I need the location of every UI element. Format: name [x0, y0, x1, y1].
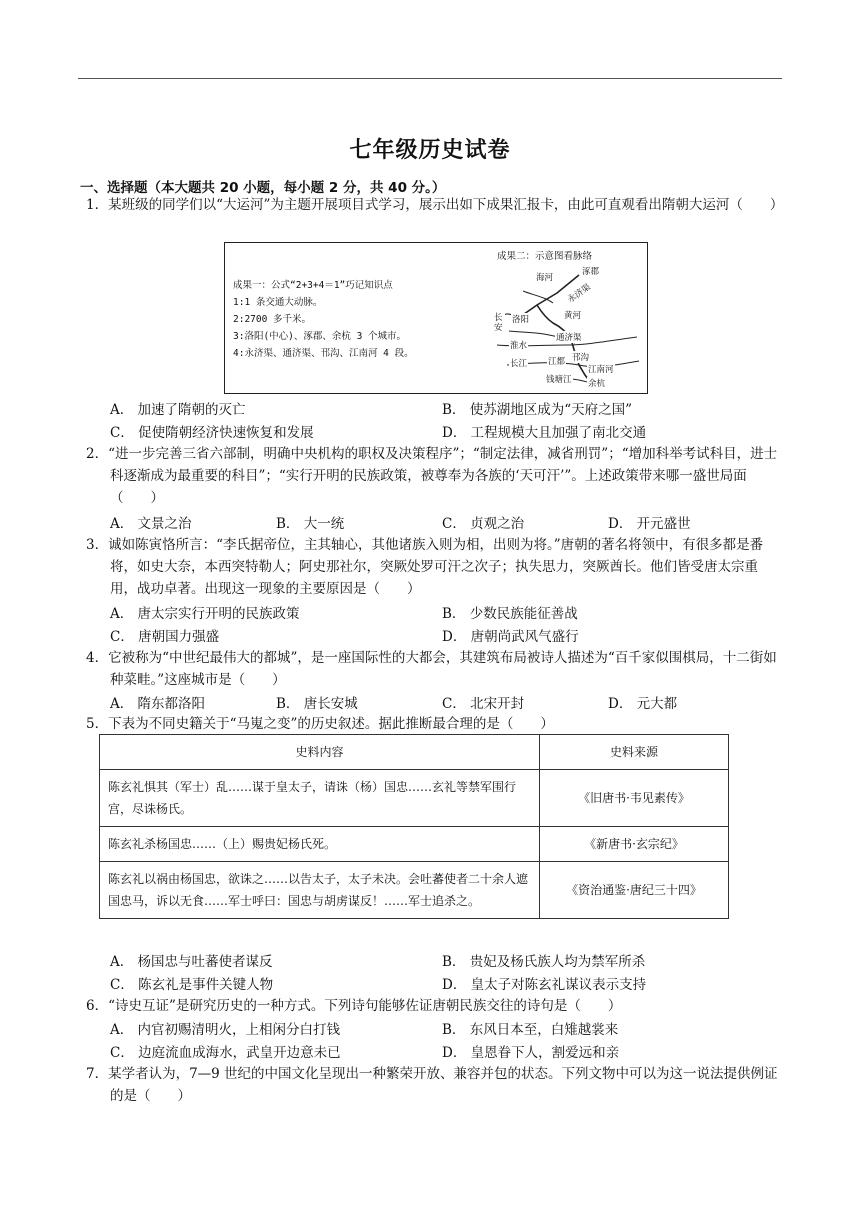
page-title: 七年级历史试卷 — [349, 138, 511, 163]
figure-line: 4:永济渠、通济渠、邗沟、江南河 4 段。 — [233, 348, 414, 359]
table-cell-content: 陈玄礼杀杨国忠……（上）赐贵妃杨氏死。 — [100, 827, 540, 862]
map-label-huanghe: 黄河 — [564, 311, 582, 321]
table-header-row — [100, 735, 729, 770]
q2-option-a: A． 文景之治 — [110, 516, 192, 532]
table-cell-source: 《资治通鉴·唐纪三十四》 — [540, 862, 729, 919]
q2-option-c: C． 贞观之治 — [442, 516, 525, 532]
map-label-tongjiqu: 通济渠 — [556, 333, 582, 343]
table-row — [100, 862, 729, 919]
map-label-yuhang: 余杭 — [588, 379, 606, 389]
map-label-qiantangjiang: 钱塘江 — [546, 375, 572, 385]
table-header-content: 史料内容 — [100, 735, 540, 770]
map-label-luoyang: 洛阳 — [512, 315, 530, 325]
map-label-hangou: 邗沟 — [572, 353, 590, 363]
q2-option-d: D． 开元盛世 — [608, 516, 691, 532]
q3-option-b: B． 少数民族能征善战 — [442, 606, 578, 622]
q4-option-b: B． 唐长安城 — [276, 696, 358, 712]
map-label-changjiang: 长江 — [510, 359, 528, 369]
table-row — [100, 827, 729, 862]
map-label-haihe: 海河 — [536, 273, 554, 283]
map-label-zhuojun: 涿郡 — [582, 267, 600, 277]
question-5-stem: 5．下表为不同史籍关于“马嵬之变”的历史叙述。据此推断最合理的是（ ） — [86, 716, 554, 732]
header-rule — [78, 78, 782, 79]
q3-option-c: C． 唐朝国力强盛 — [110, 629, 220, 645]
q5-option-d: D． 皇太子对陈玄礼谋议表示支持 — [442, 977, 647, 993]
map-label-yongjiqu: 永济渠 — [564, 280, 593, 306]
q6-option-b: B． 东风日本至，白雉越裳来 — [442, 1022, 619, 1038]
figure-line: 2:2700 多千米。 — [233, 314, 312, 325]
question-3-stem: 3．诚如陈寅恪所言：“李氏据帝位，主其轴心，其他诸族入则为相，出则为将。”唐朝的著名将领中，有很多都是番将，如史大奈，本西突特勒人；阿史那社尔，突厥处罗可汗之次子；执失思力，突厥酋长。他们皆受唐太宗重用，战功卓著。出现这一现象的主要原因是（ ） — [86, 537, 764, 597]
question-6-stem: 6．“诗史互证”是研究历史的一种方式。下列诗句能够佐证唐朝民族交往的诗句是（ ） — [86, 998, 622, 1014]
table-cell-source: 《新唐书·玄宗纪》 — [540, 827, 729, 862]
map-label-jiangdu: 江都 — [548, 357, 566, 367]
map-label-jiangnanhe: 江南河 — [588, 365, 614, 375]
figure-right-title: 成果二：示意图看脉络 — [497, 251, 593, 262]
canal-map — [487, 261, 645, 391]
table-cell-source: 《旧唐书·韦见素传》 — [540, 770, 729, 827]
question-1-stem: 1．某班级的同学们以“大运河”为主题开展项目式学习，展示出如下成果汇报卡，由此可直观看出隋朝大运河（ ） — [86, 197, 784, 213]
source-table — [99, 734, 729, 919]
q1-option-b: B． 使苏湖地区成为“天府之国” — [442, 402, 633, 418]
figure-left-title: 成果一：公式“2+3+4＝1”巧记知识点 — [233, 280, 393, 291]
haihe-river — [523, 291, 553, 303]
q5-option-a: A． 杨国忠与吐蕃使者谋反 — [110, 954, 273, 970]
q3-option-d: D． 唐朝尚武风气盛行 — [442, 629, 579, 645]
figure-line: 1:1 条交通大动脉。 — [233, 297, 323, 308]
figure-line: 3:洛阳(中心)、涿郡、余杭 3 个城市。 — [233, 331, 407, 342]
table-cell-content: 陈玄礼以祸由杨国忠，欲诛之……以告太子，太子未决。会吐蕃使者二十余人遮国忠马，诉以无食……军士呼曰：国忠与胡虏谋反！……军士追杀之。 — [100, 862, 540, 919]
q6-option-d: D． 皇恩眷下人，割爱远和亲 — [442, 1045, 620, 1061]
q6-option-c: C． 边庭流血成海水，武皇开边意未已 — [110, 1045, 341, 1061]
q5-option-c: C． 陈玄礼是事件关键人物 — [110, 977, 274, 993]
q2-option-b: B． 大一统 — [276, 516, 345, 532]
q1-option-d: D． 工程规模大且加强了南北交通 — [442, 425, 647, 441]
q1-option-c: C． 促使隋朝经济快速恢复和发展 — [110, 425, 314, 441]
table-header-source: 史料来源 — [540, 735, 729, 770]
map-label-huaishui: 淮水 — [510, 341, 528, 351]
q6-option-a: A． 内官初赐清明火，上相闲分白打钱 — [110, 1022, 341, 1038]
question-7-stem: 7．某学者认为，7—9 世纪的中国文化呈现出一种繁荣开放、兼容并包的状态。下列文物中可以为这一说法提供例证的是（ ） — [86, 1066, 778, 1104]
question-2-stem: 2．“进一步完善三省六部制，明确中央机构的职权及决策程序”；“制定法律，减省刑罚”；“增加科举考试科目，进士科逐渐成为最重要的科目”；“实行开明的民族政策，被尊奉为各族的‘天可汗’”。上述政策带来哪一盛世局面（ ） — [86, 446, 778, 506]
q1-option-a: A． 加速了隋朝的灭亡 — [110, 402, 246, 418]
table-cell-content: 陈玄礼惧其（军士）乱……谋于皇太子，请诛（杨）国忠……玄礼等禁军围行宫，尽诛杨氏。 — [100, 770, 540, 827]
map-label-changan: 长安 — [493, 313, 505, 333]
question-4-stem: 4．它被称为“中世纪最伟大的都城”，是一座国际性的大都会，其建筑布局被诗人描述为“百千家似围棋局，十二街如种菜畦。”这座城市是（ ） — [86, 650, 777, 688]
q4-option-d: D． 元大都 — [608, 696, 678, 712]
q4-option-a: A． 隋东都洛阳 — [110, 696, 206, 712]
q3-option-a: A． 唐太宗实行开明的民族政策 — [110, 606, 300, 622]
figure-achievement-one — [233, 277, 414, 362]
canal-figure — [224, 242, 648, 394]
q4-option-c: C． 北宋开封 — [442, 696, 525, 712]
section-heading: 一、选择题（本大题共 20 小题，每小题 2 分，共 40 分。） — [80, 180, 446, 196]
q5-option-b: B． 贵妃及杨氏族人均为禁军所杀 — [442, 954, 646, 970]
table-row — [100, 770, 729, 827]
